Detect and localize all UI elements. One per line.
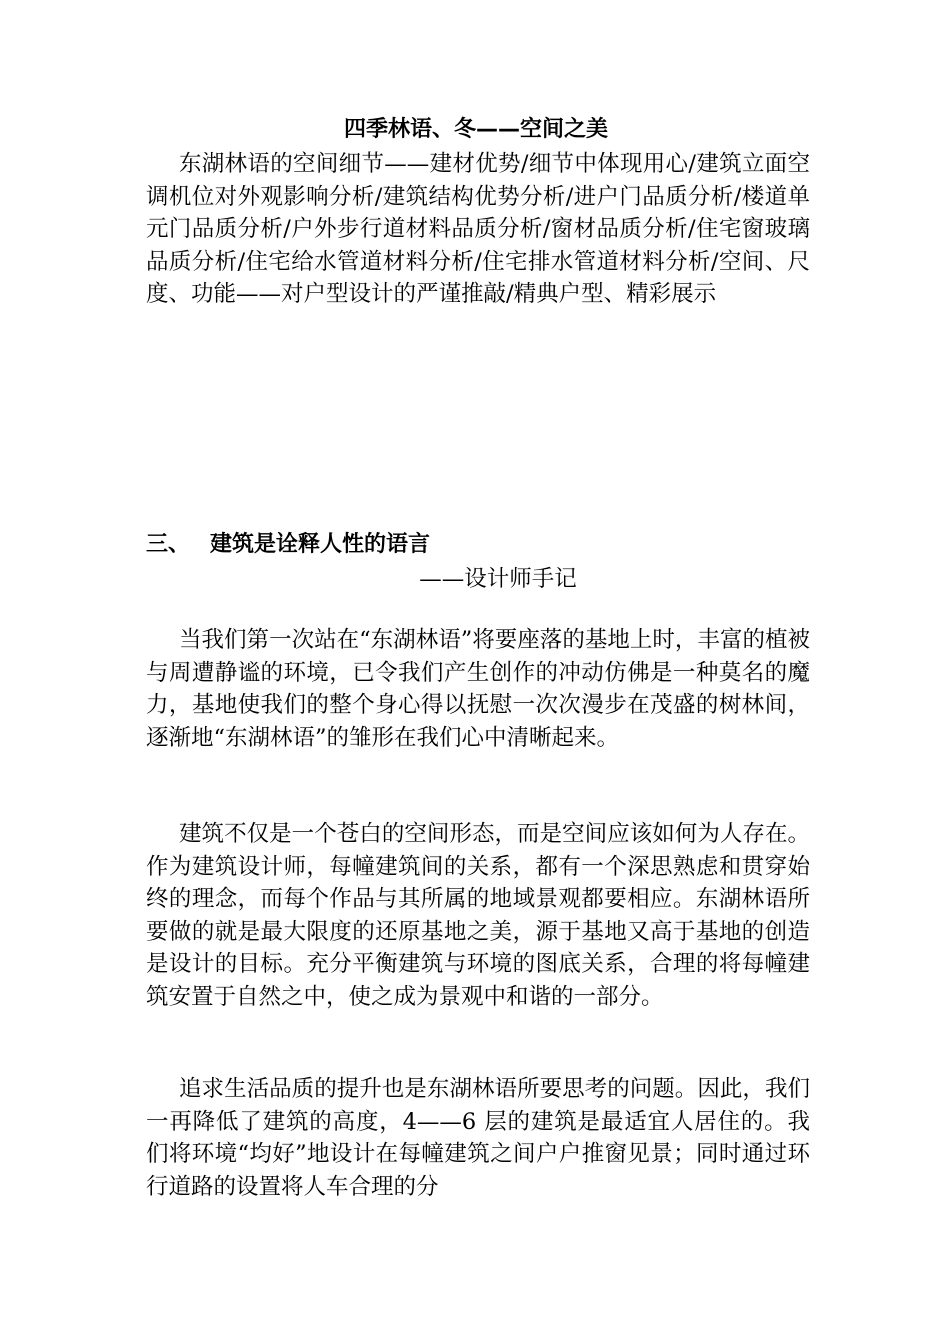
chapter-subtitle: ——设计师手记	[419, 566, 577, 592]
intro-paragraph: 东湖林语的空间细节——建材优势/细节中体现用心/建筑立面空调机位对外观影响分析/建筑结构优势分析/进户门品质分析/楼道单元门品质分析/户外步行道材料品质分析/窗材品质分析/住宅窗玻璃品质分析/住宅给水管道材料分析/住宅排水管道材料分析/空间、尺度、功能——对户型设计的严谨推敲/精典户型、精彩展示	[146, 151, 810, 307]
chapter-heading	[146, 530, 430, 560]
body-paragraph: 建筑不仅是一个苍白的空间形态，而是空间应该如何为人存在。作为建筑设计师，每幢建筑间的关系，都有一个深思熟虑和贯穿始终的理念，而每个作品与其所属的地域景观都要相应。东湖林语所要做的就是最大限度的还原基地之美，源于基地又高于基地的创造是设计的目标。充分平衡建筑与环境的图底关系，合理的将每幢建筑安置于自然之中，使之成为景观中和谐的一部分。	[146, 821, 810, 1010]
chapter-number: 三、	[146, 532, 191, 557]
body-paragraph: 追求生活品质的提升也是东湖林语所要思考的问题。因此，我们一再降低了建筑的高度，4——6 层的建筑是最适宜人居住的。我们将环境“均好”地设计在每幢建筑之间户户推窗见景；同时通过环行道路的设置将人车合理的分	[146, 1076, 810, 1200]
section-title: 四季林语、冬——空间之美	[343, 117, 608, 142]
chapter-title: 建筑是诠释人性的语言	[210, 532, 431, 557]
body-paragraph: 当我们第一次站在“东湖林语”将要座落的基地上时，丰富的植被与周遭静谧的环境，已令我们产生创作的冲动仿佛是一种莫名的魔力，基地使我们的整个身心得以抚慰一次次漫步在茂盛的树林间，逐渐地“东湖林语”的雏形在我们心中清晰起来。	[146, 627, 810, 751]
